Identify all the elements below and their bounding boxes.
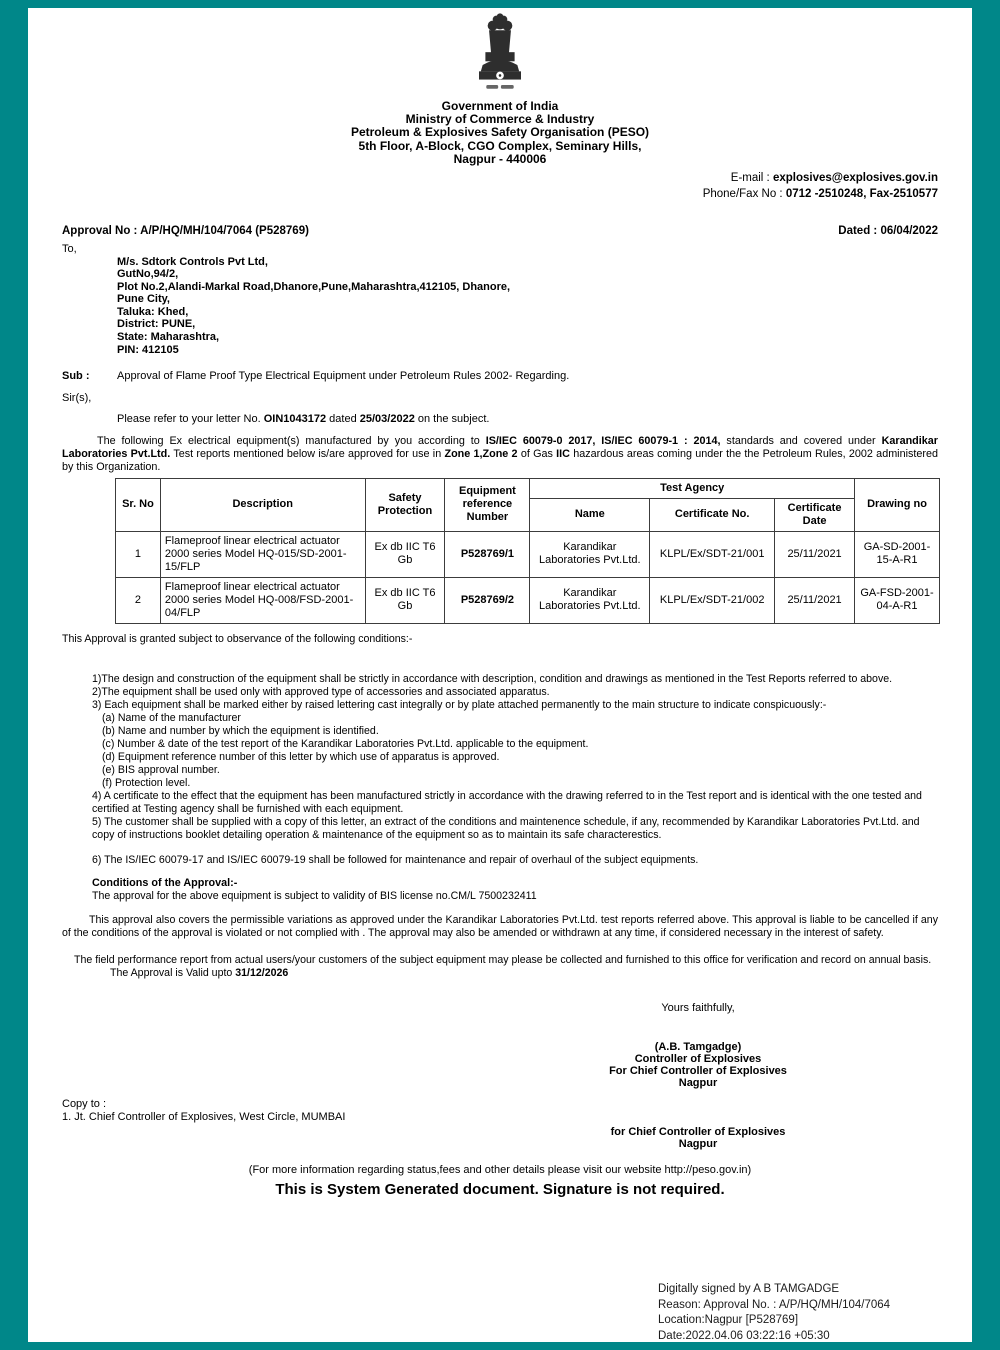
condition-item: 3) Each equipment shall be marked either by raised lettering cast integrally or by plate attached permanently to the main structure to indicate conspicuously:-	[92, 699, 827, 712]
letter-sheet	[28, 8, 972, 1342]
bis-license-line: The approval for the above equipment is subject to validity of BIS license no.CM/L 7500232411	[92, 889, 537, 902]
validity-date: 31/12/2026	[235, 967, 289, 980]
variations-paragraph: This approval also covers the permissible variations as approved under the Karandikar Laboratories Pvt.Ltd. test reports referred above. This approval is liable to be cancelled if any of the conditions of the approval is violated or not complied with . The approval may also be amended or withdrawn at any time, if considered necessary in the interest of safety.	[62, 914, 938, 940]
cell-sr-no: 1	[116, 531, 161, 577]
org-line-ministry: Ministry of Commerce & Industry	[405, 112, 595, 127]
col-header-test-agency: Test Agency	[530, 478, 855, 498]
email-line	[62, 170, 938, 187]
dated	[838, 225, 938, 239]
digital-signed-by: Digitally signed by A B TAMGADGE	[658, 1283, 840, 1295]
digital-date: Date:2022.04.06 03:22:16 +05:30	[658, 1329, 830, 1342]
condition-sub-item: (d) Equipment reference number of this letter by which use of apparatus is approved.	[102, 751, 500, 764]
address-line: M/s. Sdtork Controls Pvt Ltd,	[117, 255, 268, 268]
subject-row	[62, 370, 938, 383]
address-line: Taluka: Khed,	[117, 305, 189, 318]
signatory-title: Controller of Explosives	[634, 1052, 762, 1065]
signatory-place: Nagpur	[678, 1077, 718, 1090]
dated-value: 06/04/2022	[880, 224, 938, 237]
email-label: E-mail :	[730, 171, 773, 184]
signatory-for-title: For Chief Controller of Explosives	[609, 1065, 787, 1078]
salutation: Sir(s),	[62, 392, 92, 405]
intro-paragraph	[62, 435, 938, 474]
condition-sub-item: (e) BIS approval number.	[102, 764, 220, 777]
table-row	[116, 531, 940, 577]
emblem-container	[62, 12, 938, 100]
cell-agency-name: Karandikar Laboratories Pvt.Ltd.	[530, 531, 650, 577]
system-generated-note: This is System Generated document. Signature is not required.	[275, 1181, 725, 1199]
field-report-paragraph: The field performance report from actual users/your customers of the subject equipment may please be collected and furnished to this office for verification and record on annual basis.	[74, 954, 932, 967]
letterhead	[62, 100, 938, 166]
cell-certificate-date: 25/11/2021	[775, 531, 855, 577]
conditions-intro: This Approval is granted subject to observance of the following conditions:-	[62, 632, 413, 645]
cell-safety-protection: Ex db IIC T6 Gb	[365, 577, 445, 623]
org-line-address: 5th Floor, A-Block, CGO Complex, Seminary Hills,	[358, 138, 642, 153]
dated-label: Dated :	[838, 224, 881, 237]
countersign-block	[553, 1126, 843, 1151]
condition-item-6: 6) The IS/IEC 60079-17 and IS/IEC 60079-19 shall be followed for maintenance and repair of overhaul of the subject equipments.	[92, 854, 699, 867]
cell-agency-name: Karandikar Laboratories Pvt.Ltd.	[530, 577, 650, 623]
copy-to-label: Copy to :	[62, 1097, 107, 1110]
address-line: Plot No.2,Alandi-Markal Road,Dhanore,Pune,Maharashtra,412105, Dhanore,	[117, 280, 511, 293]
col-header-agency-name: Name	[530, 498, 650, 531]
cell-drawing-no: GA-SD-2001-15-A-R1	[855, 531, 940, 577]
cell-description: Flameproof linear electrical actuator 2000 series Model HQ-015/SD-2001-15/FLP	[160, 531, 365, 577]
address-line: State: Maharashtra,	[117, 331, 220, 344]
copy-to-line: 1. Jt. Chief Controller of Explosives, West Circle, MUMBAI	[62, 1110, 346, 1123]
closing-line: Yours faithfully,	[661, 1001, 735, 1014]
zones: Zone 1,Zone 2	[444, 448, 518, 461]
phone-line	[62, 186, 938, 203]
gas-group: IIC	[556, 448, 570, 461]
copy-to-block	[62, 1098, 938, 1124]
reference-text: dated	[326, 413, 360, 426]
condition-sub-item: (c) Number & date of the test report of the Karandikar Laboratories Pvt.Ltd. applicable to the equipment.	[102, 738, 589, 751]
conditions-list	[62, 673, 938, 842]
letter-date: 25/03/2022	[359, 413, 415, 426]
cell-certificate-date: 25/11/2021	[775, 577, 855, 623]
lab-name: Karandikar Laboratories Pvt.Ltd.	[62, 435, 938, 461]
phone-label: Phone/Fax No :	[702, 188, 786, 201]
address-line: GutNo,94/2,	[117, 268, 179, 281]
reference-text: on the subject.	[414, 413, 490, 426]
contact-block	[62, 170, 938, 203]
intro-text: Test reports mentioned below is/are approved for use in	[173, 448, 445, 461]
col-header-sr-no: Sr. No	[116, 478, 161, 531]
approval-conditions-heading: Conditions of the Approval:-	[92, 876, 238, 889]
org-line-country: Government of India	[441, 98, 559, 113]
countersign-title: for Chief Controller of Explosives	[610, 1125, 786, 1138]
letter-number: OIN1043172	[263, 413, 327, 426]
condition-item: 2)The equipment shall be used only with approved type of accessories and associated apparatus.	[92, 686, 550, 699]
equipment-table	[115, 478, 940, 624]
approval-number: Approval No : A/P/HQ/MH/104/7064 (P528769)	[62, 224, 309, 237]
intro-text: hazardous areas coming under the the Petroleum Rules, 2002 administered by this Organization.	[62, 448, 938, 473]
condition-item: 5) The customer shall be supplied with a copy of this letter, an extract of the conditions and maintenence schedule, if any, recommended by Karandikar Laboratories Pvt.Ltd. and copy of instructions booklet detailing operation & maintenance of the equipment so as to maintain its safe characterestics.	[92, 816, 920, 842]
digital-signature-block	[658, 1282, 890, 1342]
cell-sr-no: 2	[116, 577, 161, 623]
condition-sub-item: (a) Name of the manufacturer	[102, 712, 241, 725]
col-header-equipment-ref: Equipment reference Number	[445, 478, 530, 531]
reference-text: Please refer to your letter No.	[117, 413, 264, 426]
validity-line	[110, 967, 938, 980]
cell-equipment-ref: P528769/1	[445, 531, 530, 577]
to-line: To,	[62, 242, 77, 255]
condition-item: 4) A certificate to the effect that the equipment has been manufactured strictly in accordance with the drawing referred to in the Test report and is identical with the one tested and certified at Testing agency shall be furnished with each equipment.	[92, 790, 922, 816]
condition-sub-item: (f) Protection level.	[102, 777, 191, 790]
cell-certificate-no: KLPL/Ex/SDT-21/001	[650, 531, 775, 577]
digital-location: Location:Nagpur [P528769]	[658, 1314, 799, 1326]
condition-item: 1)The design and construction of the equipment shall be strictly in accordance with description, condition and drawings as mentioned in the Test Reports referred to above.	[92, 673, 893, 686]
org-line-city: Nagpur - 440006	[453, 151, 547, 166]
cell-certificate-no: KLPL/Ex/SDT-21/002	[650, 577, 775, 623]
cell-description: Flameproof linear electrical actuator 2000 series Model HQ-008/FSD-2001-04/FLP	[160, 577, 365, 623]
recipient-address	[117, 256, 938, 357]
col-header-safety-protection: Safety Protection	[365, 478, 445, 531]
validity-label: The Approval is Valid upto	[110, 967, 236, 980]
cell-safety-protection: Ex db IIC T6 Gb	[365, 531, 445, 577]
digital-reason: Reason: Approval No. : A/P/HQ/MH/104/7064	[658, 1298, 891, 1311]
col-header-drawing-no: Drawing no	[855, 478, 940, 531]
table-row	[116, 577, 940, 623]
cell-drawing-no: GA-FSD-2001-04-A-R1	[855, 577, 940, 623]
website-info-line: (For more information regarding status,fees and other details please visit our website http://peso.gov.in)	[248, 1164, 752, 1177]
signatory-name: (A.B. Tamgadge)	[654, 1040, 742, 1053]
intro-text: standards and covered under	[720, 435, 882, 448]
india-national-emblem-icon	[469, 12, 531, 96]
address-line: District: PUNE,	[117, 318, 196, 331]
countersign-place: Nagpur	[678, 1137, 718, 1150]
standards-ref: IS/IEC 60079-0 2017, IS/IEC 60079-1 : 2014,	[485, 435, 721, 448]
col-header-description: Description	[160, 478, 365, 531]
reference-line	[117, 413, 938, 426]
intro-text: of Gas	[517, 448, 557, 461]
email-value: explosives@explosives.gov.in	[772, 171, 938, 184]
approval-meta-row	[62, 225, 938, 239]
org-line-peso: Petroleum & Explosives Safety Organisation (PESO)	[350, 125, 650, 140]
address-line: Pune City,	[117, 293, 170, 306]
condition-sub-item: (b) Name and number by which the equipment is identified.	[102, 725, 379, 738]
cell-equipment-ref: P528769/2	[445, 577, 530, 623]
phone-value: 0712 -2510248, Fax-2510577	[785, 188, 938, 201]
address-line: PIN: 412105	[117, 343, 179, 356]
intro-text: The following Ex electrical equipment(s) manufactured by you according to	[97, 435, 486, 448]
col-header-certificate-no: Certificate No.	[650, 498, 775, 531]
signature-block	[553, 1041, 843, 1090]
subject-text: Approval of Flame Proof Type Electrical Equipment under Petroleum Rules 2002- Regarding.	[117, 370, 570, 383]
subject-label: Sub :	[62, 370, 90, 383]
col-header-certificate-date: Certificate Date	[775, 498, 855, 531]
